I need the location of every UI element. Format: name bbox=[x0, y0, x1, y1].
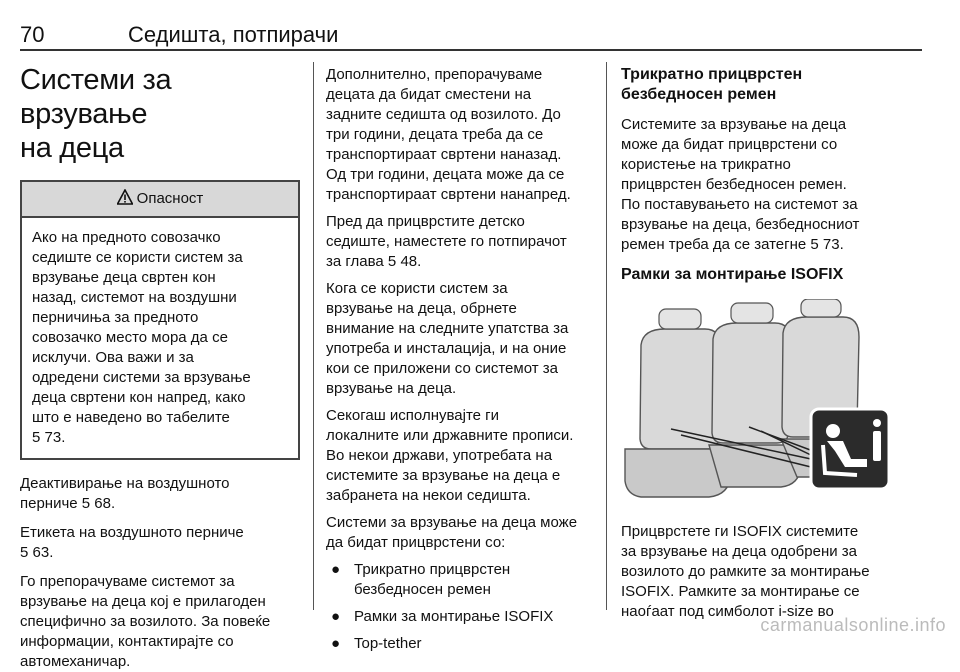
text-line: Системи за врзување на деца може bbox=[326, 514, 578, 531]
danger-text bbox=[22, 218, 298, 458]
text-line: Етикета на воздушното перниче bbox=[20, 524, 244, 541]
danger-line: врзување деца свртен кон bbox=[32, 269, 216, 286]
danger-line: одредени системи за врзување bbox=[32, 369, 251, 386]
text-line: возилото до рамките за монтирање bbox=[621, 563, 870, 580]
paragraph-head-restraint bbox=[326, 212, 594, 272]
danger-line: седиште се користи систем за bbox=[32, 249, 243, 266]
paragraph-rear-seats bbox=[326, 65, 594, 205]
text-line: врзување на деца кој е прилагоден bbox=[20, 593, 266, 610]
text-line: седиште, наместете го потпирачот bbox=[326, 233, 567, 250]
isofix-symbol bbox=[811, 409, 889, 489]
text-line: Top-tether bbox=[354, 635, 422, 652]
text-line: Трикратно прицврстен bbox=[621, 66, 803, 83]
text-line: По поставувањето на системот за bbox=[621, 196, 858, 213]
isofix-seat-illustration bbox=[621, 299, 921, 511]
text-line: Трикратно прицврстен bbox=[354, 561, 511, 578]
page-reference[interactable]: 5 63. bbox=[20, 544, 54, 561]
paragraph-instructions bbox=[326, 279, 594, 399]
danger-title: Опасност bbox=[136, 190, 204, 207]
text-line: може да бидат прицврстени со bbox=[621, 136, 838, 153]
text-line: Од три години, децата може да се bbox=[326, 166, 565, 183]
heading-line: Системи за врзување bbox=[20, 64, 172, 130]
danger-line: перничиња за предното bbox=[32, 309, 199, 326]
text-line: кои се приложени со системот за bbox=[326, 360, 558, 377]
text-line: Пред да прицврстите детско bbox=[326, 213, 525, 230]
danger-line: деца свртени кон напред, како bbox=[32, 389, 246, 406]
paragraph-regulations bbox=[326, 406, 594, 506]
text-line: три години, децата треба да се bbox=[326, 126, 544, 143]
text-line: користење на трикратно bbox=[621, 156, 791, 173]
text-line: Системите за врзување на деца bbox=[621, 116, 847, 133]
text-line: Секогаш исполнувајте ги bbox=[326, 407, 500, 424]
text-line: врзување на деца, безбедносниот bbox=[621, 216, 860, 233]
danger-line: назад, системот на воздушни bbox=[32, 289, 237, 306]
bullet-icon: ● bbox=[331, 561, 341, 578]
text-line: за врзување на деца одобрени за bbox=[621, 543, 858, 560]
subheading-three-point-belt bbox=[621, 65, 921, 105]
paragraph-airbag-deactivation bbox=[20, 474, 300, 514]
column-middle bbox=[326, 55, 594, 661]
text-line: внимание на следните упатства за bbox=[326, 320, 569, 337]
bullet-icon: ● bbox=[331, 608, 341, 625]
bullet-icon: ● bbox=[331, 635, 341, 652]
attachment-list bbox=[326, 560, 594, 654]
text-line: безбедносен ремен bbox=[354, 581, 491, 598]
text-line: локалните или државните прописи. bbox=[326, 427, 574, 444]
paragraph-recommendation bbox=[20, 572, 300, 672]
page-reference[interactable]: за глава 5 48. bbox=[326, 253, 422, 270]
text-line: информации, контактирајте со bbox=[20, 633, 234, 650]
danger-line: совозачко место мора да се bbox=[32, 329, 228, 346]
text-line: врзување на деца. bbox=[326, 380, 457, 397]
heading-line: на деца bbox=[20, 132, 124, 164]
paragraph-three-point-belt bbox=[621, 115, 921, 255]
text-line: автомеханичар. bbox=[20, 653, 131, 670]
text-line: Го препорачуваме системот за bbox=[20, 573, 235, 590]
text-line: врзување на деца, обрнете bbox=[326, 300, 517, 317]
section-title: Седишта, потпирачи bbox=[128, 22, 339, 47]
text-line: Дополнително, препорачуваме bbox=[326, 66, 543, 83]
column-right bbox=[621, 55, 921, 629]
text-line: Во некои држави, употребата на bbox=[326, 447, 553, 464]
text-line: Прицврстете ги ISOFIX системите bbox=[621, 523, 859, 540]
text-line: задните седишта од возилото. До bbox=[326, 106, 561, 123]
text-line: ISOFIX. Рамките за монтирање се bbox=[621, 583, 860, 600]
warning-triangle-icon bbox=[117, 189, 133, 205]
danger-box bbox=[20, 180, 300, 460]
paragraph-airbag-label bbox=[20, 523, 300, 563]
header-rule bbox=[20, 49, 922, 51]
text-line: Рамки за монтирање ISOFIX bbox=[354, 608, 554, 625]
text-line: прицврстен безбедносен ремен. bbox=[621, 176, 847, 193]
text-line: децата да бидат сместени на bbox=[326, 86, 532, 103]
page-header bbox=[20, 22, 920, 50]
list-item bbox=[326, 560, 594, 600]
paragraph-isofix bbox=[621, 522, 921, 622]
column-divider-1 bbox=[313, 62, 314, 610]
text-line: транспортираат свртени нанапред. bbox=[326, 186, 571, 203]
page-reference[interactable]: 5 73. bbox=[32, 429, 66, 446]
paragraph-attachment-methods bbox=[326, 513, 594, 553]
page-number: 70 bbox=[20, 22, 45, 47]
subheading-isofix: Рамки за монтирање ISOFIX bbox=[621, 266, 844, 283]
text-line: Деактивирање на воздушното bbox=[20, 475, 230, 492]
column-divider-2 bbox=[606, 62, 607, 610]
danger-line: исклучи. Ова важи и за bbox=[32, 349, 194, 366]
danger-line: што е наведено во табелите bbox=[32, 409, 230, 426]
text-line: системите за врзување на деца е bbox=[326, 467, 561, 484]
column-left bbox=[20, 55, 300, 672]
main-heading bbox=[20, 63, 300, 165]
text-line: наоѓаат под симболот i-size во bbox=[621, 603, 834, 620]
list-item bbox=[326, 607, 594, 627]
danger-line: Ако на предното совозачко bbox=[32, 229, 221, 246]
page-reference[interactable]: перниче 5 68. bbox=[20, 495, 116, 512]
text-line: употреба и инсталација, и на оние bbox=[326, 340, 567, 357]
text-line: транспортираат свртени наназад. bbox=[326, 146, 562, 163]
watermark: carmanualsonline.info bbox=[760, 615, 946, 635]
text-line: Кога се користи систем за bbox=[326, 280, 508, 297]
list-item bbox=[326, 634, 594, 654]
text-line: безбедносен ремен bbox=[621, 86, 777, 103]
text-line: специфично за возилото. За повеќе bbox=[20, 613, 271, 630]
danger-header bbox=[22, 182, 298, 218]
text-line: забранета на некои седишта. bbox=[326, 487, 531, 504]
page-reference[interactable]: ремен треба да се затегне 5 73. bbox=[621, 236, 844, 253]
text-line: да бидат прицврстени со: bbox=[326, 534, 506, 551]
